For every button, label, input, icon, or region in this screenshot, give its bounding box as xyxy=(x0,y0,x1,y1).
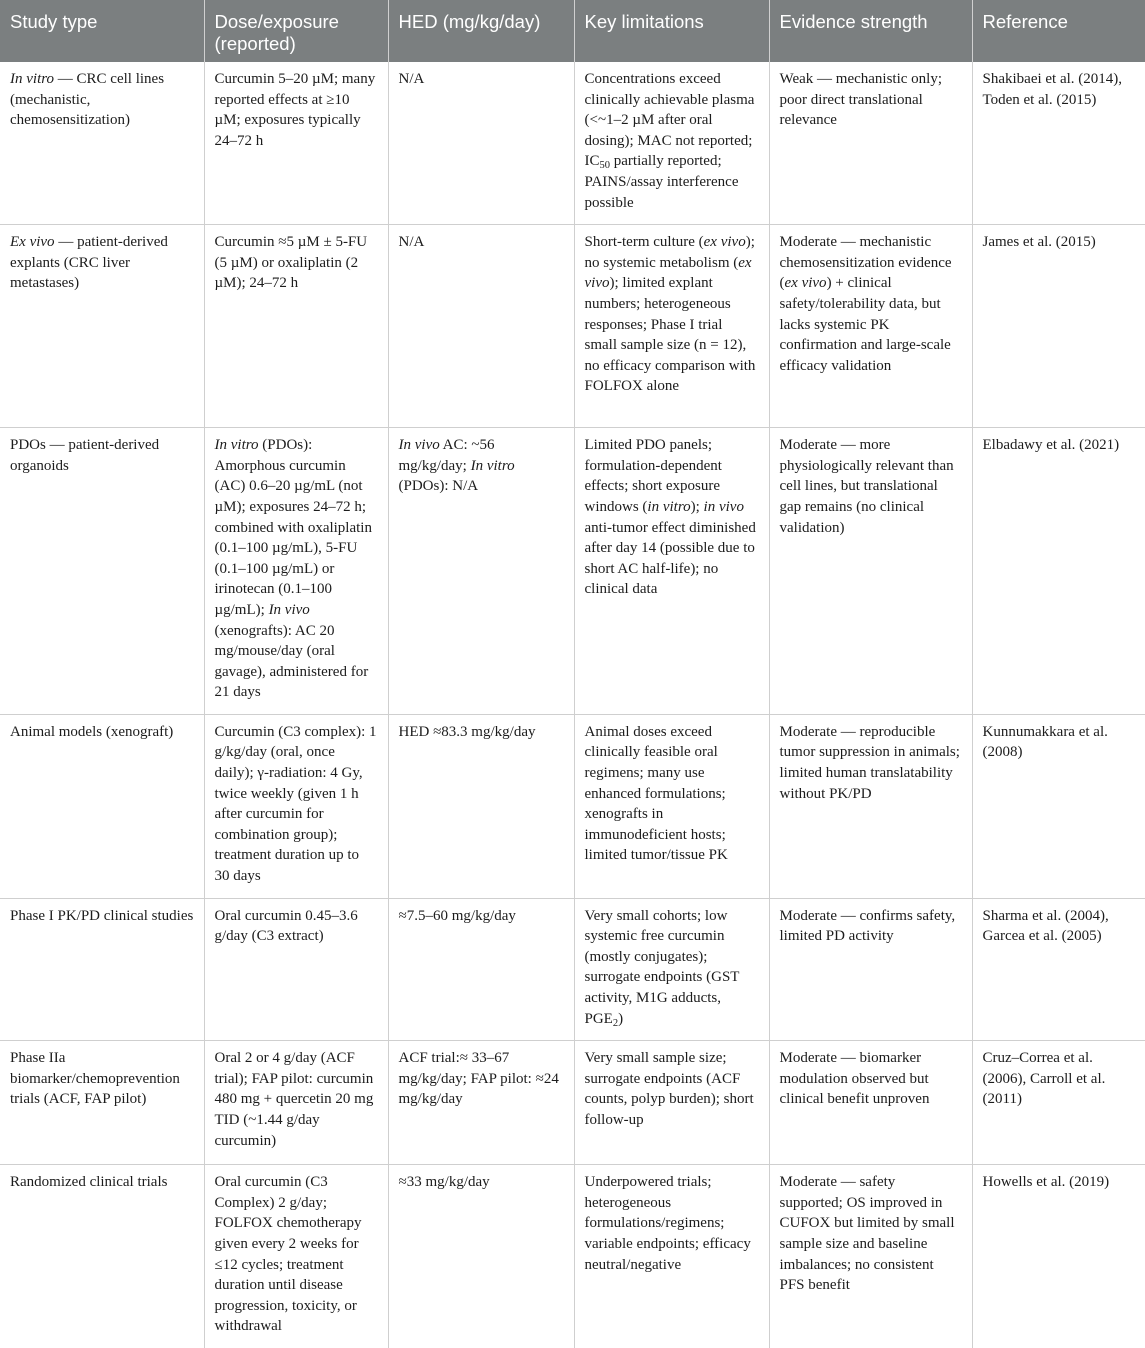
cell-text: Phase IIa biomarker/chemoprevention trials (ACF, FAP pilot) xyxy=(10,1050,180,1108)
cell-text: ); xyxy=(690,498,704,515)
dose-exposure-cell xyxy=(204,225,388,428)
italic-text: ex vivo xyxy=(584,254,752,292)
cell-text: Very small sample size; surrogate endpoints (ACF counts, polyp burden); short follow-up xyxy=(584,1050,754,1128)
cell-text: Animal doses exceed clinically feasible oral regimens; many use enhanced formulations; xenografts in immunodeficient hosts; limited tumor/tissue PK xyxy=(584,723,728,864)
evidence-strength-cell xyxy=(769,1041,972,1165)
cell-text: Elbadawy et al. (2021) xyxy=(982,437,1120,454)
cell-text: partially reported; PAINS/assay interference possible xyxy=(584,153,739,211)
reference-cell xyxy=(972,714,1145,898)
hed-cell xyxy=(388,225,574,428)
study-type-cell xyxy=(0,225,204,428)
reference-cell xyxy=(972,62,1145,225)
italic-text: In vivo xyxy=(398,437,440,454)
cell-text: (xenografts): AC 20 mg/mouse/day (oral gavage), administered for 21 days xyxy=(214,622,369,701)
cell-text: Curcumin 5–20 µM; many reported effects at ≥10 µM; exposures typically 24–72 h xyxy=(214,71,376,149)
dose-exposure-cell xyxy=(204,1041,388,1165)
study-type-cell xyxy=(0,714,204,898)
key-limitations-cell xyxy=(574,225,769,428)
evidence-strength-cell xyxy=(769,225,972,428)
cell-text: ) xyxy=(618,1010,624,1027)
italic-text: in vitro xyxy=(647,498,691,515)
header-row xyxy=(0,0,1145,62)
cell-text: HED ≈83.3 mg/kg/day xyxy=(398,723,536,740)
cell-text: Limited PDO panels; formulation-dependent effects; short exposure windows ( xyxy=(584,437,722,515)
hed-cell xyxy=(388,1041,574,1165)
dose-exposure-cell xyxy=(204,898,388,1041)
cell-text: James et al. (2015) xyxy=(982,234,1096,251)
cell-text: (PDOs): N/A xyxy=(398,478,479,495)
italic-text: In vitro xyxy=(470,457,515,474)
evidence-strength-cell xyxy=(769,428,972,715)
dose-exposure-cell xyxy=(204,428,388,715)
subscript-text: 50 xyxy=(599,160,610,172)
hed-cell xyxy=(388,898,574,1041)
cell-text: Concentrations exceed clinically achievable plasma (<~1–2 µM after oral dosing); MAC not reported; IC xyxy=(584,71,755,170)
table-row xyxy=(0,225,1145,428)
key-limitations-cell xyxy=(574,714,769,898)
reference-cell xyxy=(972,898,1145,1041)
cell-text: PDOs — patient-derived organoids xyxy=(10,437,160,474)
header-hed: HED (mg/kg/day) xyxy=(388,0,574,62)
cell-text: Weak — mechanistic only; poor direct translational relevance xyxy=(779,71,942,129)
key-limitations-cell xyxy=(574,1041,769,1165)
cell-text: ACF trial:≈ 33–67 mg/kg/day; FAP pilot: ≈24 mg/kg/day xyxy=(398,1050,559,1108)
italic-text: ex vivo xyxy=(703,234,746,251)
cell-text: Animal models (xenograft) xyxy=(10,723,174,740)
cell-text: ); limited explant numbers; heterogeneous responses; Phase I trial small sample size (n = 12), no efficacy comparison with FOLFOX alone xyxy=(584,275,756,395)
table-row xyxy=(0,1165,1145,1348)
cell-text: Underpowered trials; heterogeneous formulations/regimens; variable endpoints; efficacy neutral/negative xyxy=(584,1174,751,1273)
cell-text: N/A xyxy=(398,234,425,251)
table-row xyxy=(0,62,1145,225)
cell-text: Kunnumakkara et al. (2008) xyxy=(982,723,1108,761)
cell-text: AC: ~56 mg/kg/day; xyxy=(398,437,495,474)
header-key-limitations: Key limitations xyxy=(574,0,769,62)
key-limitations-cell xyxy=(574,428,769,715)
cell-text: Cruz–Correa et al. (2006), Carroll et al. (2011) xyxy=(982,1050,1106,1108)
cell-text: Curcumin ≈5 µM ± 5-FU (5 µM) or oxaliplatin (2 µM); 24–72 h xyxy=(214,234,368,292)
table-row xyxy=(0,898,1145,1041)
cell-text: — CRC cell lines (mechanistic, chemosensitization) xyxy=(10,71,165,129)
cell-text: Moderate — more physiologically relevant than cell lines, but translational gap remains (no clinical validation) xyxy=(779,437,954,536)
reference-cell xyxy=(972,1041,1145,1165)
dose-exposure-cell xyxy=(204,62,388,225)
cell-text: Moderate — safety supported; OS improved in CUFOX but limited by small sample size and baseline imbalances; no consistent PFS benefit xyxy=(779,1174,955,1294)
cell-text: ) + clinical safety/tolerability data, but lacks systemic PK confirmation and large-scale efficacy validation xyxy=(779,275,951,374)
header-evidence-strength: Evidence strength xyxy=(769,0,972,62)
cell-text: Moderate — reproducible tumor suppression in animals; limited human translatability without PK/PD xyxy=(779,723,960,802)
evidence-strength-cell xyxy=(769,1165,972,1348)
key-limitations-cell xyxy=(574,898,769,1041)
italic-text: In vivo xyxy=(268,601,310,618)
evidence-strength-cell xyxy=(769,714,972,898)
cell-text: Moderate — biomarker modulation observed but clinical benefit unproven xyxy=(779,1050,930,1108)
italic-text: In vitro xyxy=(10,71,55,87)
table-header xyxy=(0,0,1145,62)
table-body xyxy=(0,62,1145,1348)
cell-text: anti-tumor effect diminished after day 14 (possible due to short AC half-life); no clinical data xyxy=(584,519,756,598)
cell-text: — patient-derived explants (CRC liver metastases) xyxy=(10,234,168,292)
cell-text: ≈33 mg/kg/day xyxy=(398,1174,490,1191)
italic-text: In vitro xyxy=(214,437,259,454)
cell-text: Shakibaei et al. (2014), Toden et al. (2015) xyxy=(982,71,1123,108)
key-limitations-cell xyxy=(574,62,769,225)
cell-text: Very small cohorts; low systemic free curcumin (mostly conjugates); surrogate endpoints (GST activity, M1G adducts, PGE xyxy=(584,907,740,1027)
table-row xyxy=(0,1041,1145,1165)
italic-text: Ex vivo xyxy=(10,234,55,251)
reference-cell xyxy=(972,1165,1145,1348)
cell-text: Phase I PK/PD clinical studies xyxy=(10,907,194,924)
cell-text: Short-term culture ( xyxy=(584,234,704,251)
cell-text: N/A xyxy=(398,71,425,87)
italic-text: ex vivo xyxy=(784,275,827,292)
cell-text: Oral curcumin (C3 Complex) 2 g/day; FOLFOX chemotherapy given every 2 weeks for ≤12 cycles; treatment duration until disease progression, toxicity, or withdrawal xyxy=(214,1174,362,1335)
cell-text: Sharma et al. (2004), Garcea et al. (2005) xyxy=(982,907,1109,945)
header-study-type: Study type xyxy=(0,0,204,62)
cell-text: (PDOs): Amorphous curcumin (AC) 0.6–20 µg/mL (not µM); exposures 24–72 h; combined with oxaliplatin (0.1–100 µg/mL), 5-FU (0.1–100 µg/mL) or irinotecan (0.1–100 µg/mL); xyxy=(214,437,372,618)
cell-text: Moderate — mechanistic chemosensitization evidence ( xyxy=(779,234,952,292)
dose-exposure-cell xyxy=(204,1165,388,1348)
cell-text: Oral 2 or 4 g/day (ACF trial); FAP pilot: curcumin 480 mg + quercetin 20 mg TID (~1.44 g/day curcumin) xyxy=(214,1050,374,1149)
cell-text: ); no systemic metabolism ( xyxy=(584,234,755,271)
evidence-strength-cell xyxy=(769,898,972,1041)
study-type-cell xyxy=(0,1165,204,1348)
hed-cell xyxy=(388,428,574,715)
cell-text: Oral curcumin 0.45–3.6 g/day (C3 extract) xyxy=(214,907,358,945)
hed-cell xyxy=(388,62,574,225)
cell-text: Curcumin (C3 complex): 1 g/kg/day (oral, once daily); γ-radiation: 4 Gy, twice weekly (given 1 h after curcumin for combination group); treatment duration up to 30 days xyxy=(214,723,377,885)
cell-text: Howells et al. (2019) xyxy=(982,1174,1110,1191)
hed-cell xyxy=(388,714,574,898)
cell-text: Moderate — confirms safety, limited PD activity xyxy=(779,907,956,945)
study-type-cell xyxy=(0,428,204,715)
header-reference: Reference xyxy=(972,0,1145,62)
table-row xyxy=(0,714,1145,898)
study-type-cell xyxy=(0,898,204,1041)
dose-exposure-cell xyxy=(204,714,388,898)
cell-text: Randomized clinical trials xyxy=(10,1174,168,1191)
table-row xyxy=(0,428,1145,715)
header-dose-exposure: Dose/exposure (reported) xyxy=(204,0,388,62)
evidence-strength-cell xyxy=(769,62,972,225)
cell-text: ≈7.5–60 mg/kg/day xyxy=(398,907,516,924)
reference-cell xyxy=(972,428,1145,715)
study-type-cell xyxy=(0,1041,204,1165)
italic-text: in vivo xyxy=(703,498,744,515)
subscript-text: 2 xyxy=(612,1017,619,1029)
key-limitations-cell xyxy=(574,1165,769,1348)
hed-cell xyxy=(388,1165,574,1348)
study-type-cell xyxy=(0,62,204,225)
reference-cell xyxy=(972,225,1145,428)
